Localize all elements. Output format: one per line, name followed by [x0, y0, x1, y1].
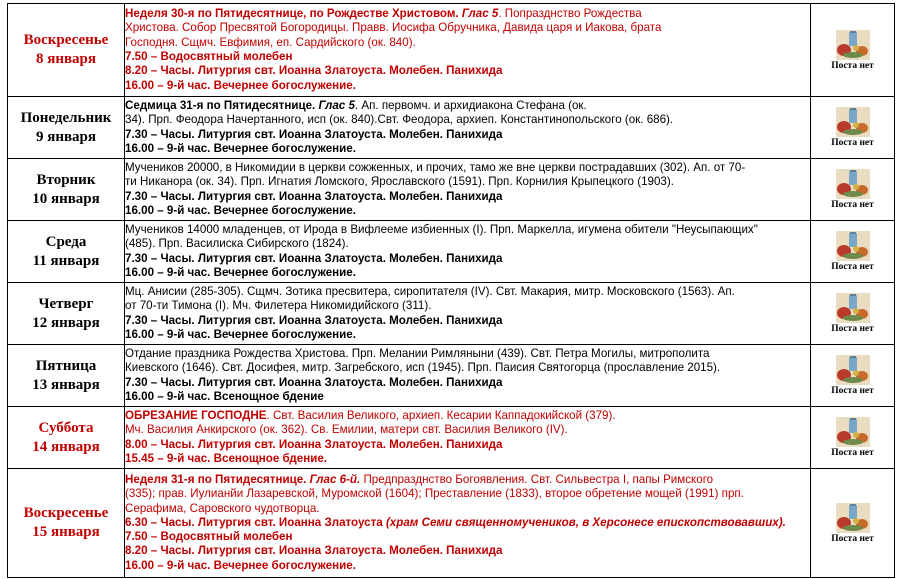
service-line	[125, 452, 810, 466]
weekday-label: Воскресенье	[23, 505, 109, 521]
fast-indicator	[811, 355, 894, 396]
text-segment: 7.30 – Часы. Литургия свт. Иоанна Златоуста. Молебен. Панихида	[125, 313, 503, 327]
fast-cell	[811, 407, 895, 469]
service-line	[125, 237, 810, 251]
text-segment: Предпразднство Богоявления. Свт. Сильвестра I, папы Римского	[360, 472, 714, 486]
fast-cell	[811, 469, 895, 578]
food-icon	[836, 503, 870, 533]
weekday-label: Среда	[45, 233, 87, 250]
fast-indicator	[811, 417, 894, 458]
service-line	[125, 21, 810, 35]
text-segment: Христова. Собор Пресвятой Богородицы. Правв. Иосифа Обручника, Давида царя и Иакова, брата	[125, 21, 662, 35]
service-line	[125, 423, 810, 437]
date-label: 10 января	[32, 190, 100, 207]
text-segment: Глас 6-й.	[309, 472, 361, 486]
service-line	[125, 99, 810, 113]
text-segment: от 70-ти Тимона (I). Мч. Филетера Никомидийского (311).	[125, 299, 432, 313]
text-segment: 16.00 – 9-й час. Вечернее богослужение.	[125, 265, 356, 279]
text-segment: 8.20 – Часы. Литургия свт. Иоанна Златоуста. Молебен. Панихида	[125, 544, 503, 558]
fast-label: Поста нет	[831, 200, 874, 210]
text-segment: Неделя 31-я по Пятидесятнице.	[125, 472, 310, 486]
fast-indicator	[811, 503, 894, 544]
fast-indicator	[811, 169, 894, 210]
day-row	[8, 469, 895, 578]
services-cell	[125, 97, 811, 159]
day-row	[8, 407, 895, 469]
fast-indicator	[811, 293, 894, 334]
service-line	[125, 502, 810, 516]
text-segment: 16.00 – 9-й час. Вечернее богослужение.	[125, 327, 356, 341]
date-label: 11 января	[32, 252, 100, 269]
text-segment: 8.20 – Часы. Литургия свт. Иоанна Златоуста. Молебен. Панихида	[125, 64, 503, 78]
weekday-label: Четверг	[38, 295, 94, 312]
services-cell	[125, 469, 811, 578]
date-label: 9 января	[35, 128, 97, 145]
text-segment: 16.00 – 9-й час. Вечернее богослужение.	[125, 141, 356, 155]
service-line	[125, 544, 810, 558]
text-segment: . Попразднство Рождества	[498, 7, 642, 21]
service-line	[125, 473, 810, 487]
text-segment: Мч. Василия Анкирского (ок. 362). Св. Емилии, матери свт. Василия Великого (IV).	[125, 423, 568, 437]
text-segment: Неделя 30-я по Пятидесятнице, по Рождестве Христовом.	[125, 7, 462, 21]
services-cell	[125, 221, 811, 283]
text-segment: . Ап. первомч. и архидиакона Стефана (ок.	[354, 98, 587, 112]
fast-label: Поста нет	[831, 60, 874, 71]
date-label: 8 января	[35, 51, 97, 67]
text-segment: . Свт. Василия Великого, архиеп. Кесарии Каппадокийской (379).	[266, 408, 616, 422]
text-segment: 16.00 – 9-й час. Вечернее богослужение.	[125, 558, 356, 572]
fast-cell	[811, 283, 895, 345]
service-line	[125, 376, 810, 390]
service-line	[125, 175, 810, 189]
service-line	[125, 266, 810, 280]
text-segment: 15.45 – 9-й час. Всенощное бдение.	[125, 451, 327, 465]
service-line	[125, 328, 810, 342]
service-line	[125, 409, 810, 423]
text-segment: Отдание праздника Рождества Христова. Прп. Мелании Римляныни (439). Свт. Петра Могилы, митрополита	[125, 346, 710, 360]
food-icon	[836, 293, 870, 323]
text-segment: (храм Семи священномучеников, в Херсонесе епископствовавших).	[385, 515, 786, 529]
day-row	[8, 221, 895, 283]
service-line	[125, 142, 810, 156]
service-line	[125, 36, 810, 50]
service-line	[125, 50, 810, 64]
fast-label: Поста нет	[831, 386, 874, 396]
service-line	[125, 128, 810, 142]
service-line	[125, 487, 810, 501]
text-segment: (485). Прп. Василиска Сибирского (1824).	[125, 237, 349, 251]
fast-label: Поста нет	[831, 533, 874, 544]
service-line	[125, 285, 810, 299]
text-segment: 16.00 – 9-й час. Всенощное бдение	[125, 389, 324, 403]
text-segment: 16.00 – 9-й час. Вечернее богослужение.	[125, 203, 356, 217]
text-segment: Седмица 31-я по Пятидесятнице.	[125, 98, 319, 112]
food-icon	[836, 169, 870, 199]
fast-cell	[811, 345, 895, 407]
schedule-table	[7, 3, 895, 578]
day-cell	[8, 159, 125, 221]
services-cell	[125, 159, 811, 221]
text-segment: 16.00 – 9-й час. Вечернее богослужение.	[125, 78, 356, 92]
text-segment: ОБРЕЗАНИЕ ГОСПОДНЕ	[125, 408, 267, 422]
fast-label: Поста нет	[831, 448, 874, 458]
services-cell	[125, 345, 811, 407]
food-icon	[836, 30, 870, 60]
day-cell	[8, 469, 125, 578]
fast-cell	[811, 97, 895, 159]
fast-label: Поста нет	[831, 138, 874, 148]
text-segment: ти Никанора (ок. 34). Прп. Игнатия Ломского, Ярославского (1591). Прп. Корнилия Крыпецкого (1903).	[125, 175, 674, 189]
day-cell	[8, 345, 125, 407]
service-line	[125, 438, 810, 452]
day-row	[8, 345, 895, 407]
day-cell	[8, 97, 125, 159]
text-segment: (335); прав. Иулианйи Лазаревской, Муромской (1604); Преставление (1833), второе обретение мощей (1991) прп.	[125, 487, 744, 501]
day-cell	[8, 283, 125, 345]
day-row	[8, 97, 895, 159]
text-segment: Мц. Анисии (285-305). Сщмч. Зотика пресвитера, сиропитателя (IV). Свт. Макария, митр. Московского (1563). Ап.	[125, 284, 735, 298]
text-segment: 34). Прп. Феодора Начертанного, исп (ок. 840).Свт. Феодора, архиеп. Константинопольского (ок. 686).	[125, 113, 674, 127]
service-line	[125, 314, 810, 328]
service-line	[125, 7, 810, 21]
text-segment: Серафима, Саровского чудотворца.	[125, 501, 320, 515]
service-line	[125, 161, 810, 175]
fast-cell	[811, 221, 895, 283]
date-label: 12 января	[32, 314, 100, 331]
day-cell	[8, 407, 125, 469]
text-segment: 7.50 – Водосвятный молебен	[125, 50, 293, 63]
service-line	[125, 113, 810, 127]
service-line	[125, 530, 810, 544]
fast-indicator	[811, 231, 894, 272]
food-icon	[836, 231, 870, 261]
text-segment: 7.50 – Водосвятный молебен	[125, 530, 293, 544]
text-segment: Мучеников 20000, в Никомидии в церкви сожженных, и прочих, тамо же вне церкви пострадавших (302). Ап. от 70-	[125, 160, 746, 174]
text-segment: 7.30 – Часы. Литургия свт. Иоанна Златоуста. Молебен. Панихида	[125, 375, 503, 389]
date-label: 13 января	[32, 376, 100, 393]
food-icon	[836, 107, 870, 137]
service-line	[125, 190, 810, 204]
service-line	[125, 223, 810, 237]
text-segment: Глас 5	[318, 98, 355, 112]
fast-cell	[811, 159, 895, 221]
service-line	[125, 252, 810, 266]
service-line	[125, 347, 810, 361]
text-segment: 7.30 – Часы. Литургия свт. Иоанна Златоуста. Молебен. Панихида	[125, 251, 503, 265]
service-line	[125, 361, 810, 375]
day-cell	[8, 221, 125, 283]
text-segment: 8.00 – Часы. Литургия свт. Иоанна Златоуста. Молебен. Панихида	[125, 437, 503, 451]
date-label: 15 января	[32, 524, 100, 540]
day-row	[8, 283, 895, 345]
day-row	[8, 159, 895, 221]
weekday-label: Суббота	[38, 419, 94, 436]
text-segment: Мучеников 14000 младенцев, от Ирода в Вифлееме избиенных (I). Прп. Маркелла, игумена обители "Неусыпающих"	[125, 222, 758, 236]
services-cell	[125, 4, 811, 97]
weekday-label: Понедельник	[20, 109, 112, 126]
service-line	[125, 64, 810, 78]
service-line	[125, 299, 810, 313]
text-segment: 7.30 – Часы. Литургия свт. Иоанна Златоуста. Молебен. Панихида	[125, 189, 503, 203]
text-segment: Господня. Сщмч. Евфимия, еп. Сардийского (ок. 840).	[125, 35, 416, 49]
fast-label: Поста нет	[831, 324, 874, 334]
service-line	[125, 559, 810, 573]
text-segment: 7.30 – Часы. Литургия свт. Иоанна Златоуста. Молебен. Панихида	[125, 127, 503, 141]
date-label: 14 января	[32, 438, 100, 455]
weekday-label: Вторник	[36, 171, 96, 188]
fast-indicator	[811, 107, 894, 148]
service-line	[125, 516, 810, 530]
weekday-label: Воскресенье	[23, 32, 109, 48]
weekday-label: Пятница	[35, 357, 97, 374]
service-line	[125, 390, 810, 404]
food-icon	[836, 355, 870, 385]
fast-label: Поста нет	[831, 262, 874, 272]
fast-indicator	[811, 30, 894, 71]
text-segment: 6.30 – Часы. Литургия свт. Иоанна Златоуста	[125, 515, 386, 529]
day-row	[8, 4, 895, 97]
services-cell	[125, 283, 811, 345]
text-segment: Глас 5	[461, 7, 499, 21]
service-line	[125, 204, 810, 218]
service-line	[125, 79, 810, 93]
services-cell	[125, 407, 811, 469]
food-icon	[836, 417, 870, 447]
text-segment: Киевского (1646). Свт. Досифея, митр. Загребского, исп (1945). Прп. Паисия Святогорца (прославление 2015).	[125, 361, 721, 375]
day-cell	[8, 4, 125, 97]
fast-cell	[811, 4, 895, 97]
